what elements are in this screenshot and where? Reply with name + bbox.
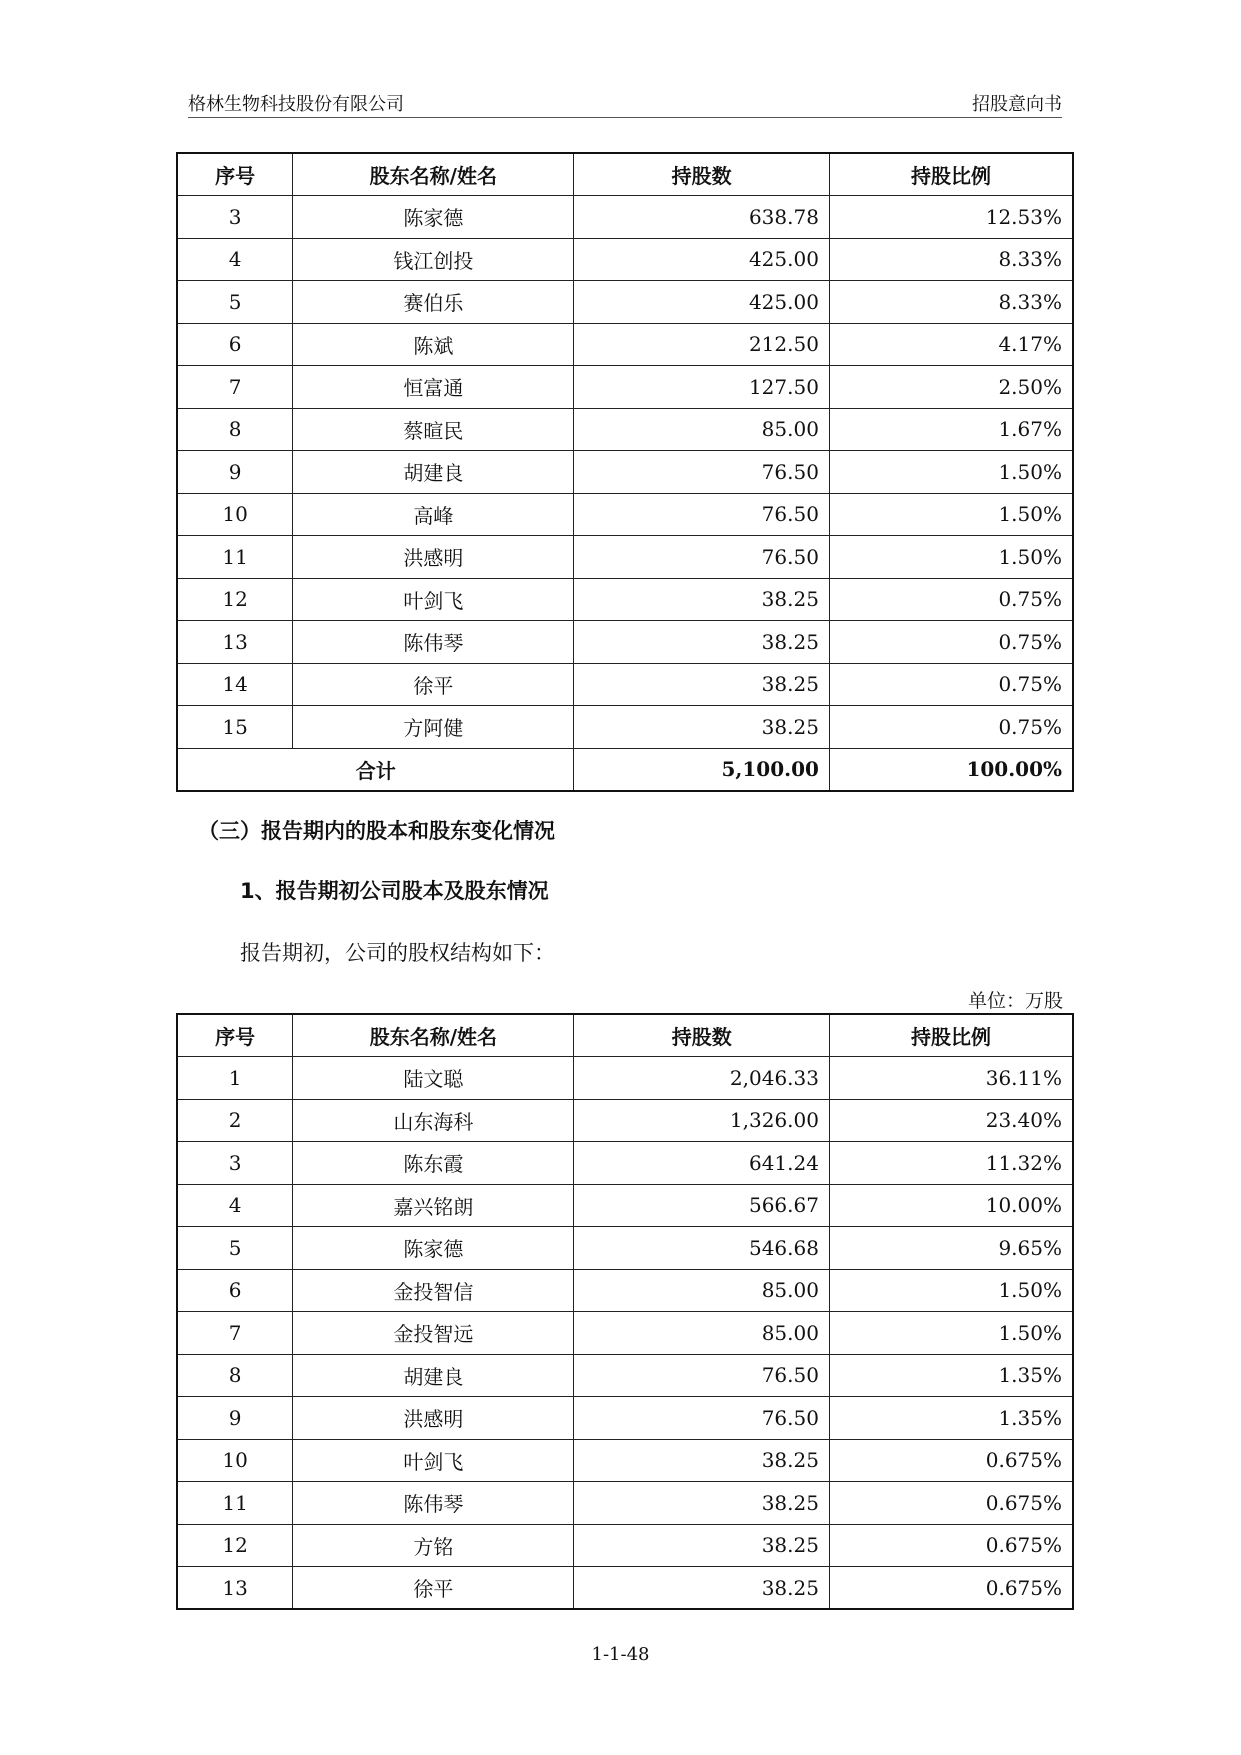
cell-index: 14: [177, 663, 293, 706]
cell-shares: 127.50: [574, 366, 830, 409]
table-row: [177, 663, 1073, 706]
cell-name: 方铭: [293, 1524, 574, 1567]
cell-ratio: 0.75%: [829, 663, 1073, 706]
cell-ratio: 1.67%: [829, 408, 1073, 451]
cell-index: 3: [177, 1142, 293, 1185]
cell-index: 10: [177, 1439, 293, 1482]
cell-name: 叶剑飞: [293, 578, 574, 621]
cell-index: 10: [177, 493, 293, 536]
cell-name: 叶剑飞: [293, 1439, 574, 1482]
table-row: [177, 451, 1073, 494]
table-row: [177, 1482, 1073, 1525]
cell-shares: 76.50: [574, 451, 830, 494]
cell-name: 陆文聪: [293, 1057, 574, 1100]
cell-ratio: 0.675%: [829, 1524, 1073, 1567]
table-row: [177, 706, 1073, 749]
cell-index: 8: [177, 408, 293, 451]
cell-index: 7: [177, 1312, 293, 1355]
cell-index: 4: [177, 238, 293, 281]
cell-index: 5: [177, 281, 293, 324]
cell-name: 洪感明: [293, 1397, 574, 1440]
table-row: [177, 1354, 1073, 1397]
cell-ratio: 1.50%: [829, 536, 1073, 579]
cell-name: 赛伯乐: [293, 281, 574, 324]
cell-shares: 425.00: [574, 238, 830, 281]
cell-shares: 38.25: [574, 1567, 830, 1610]
cell-ratio: 1.50%: [829, 1269, 1073, 1312]
cell-name: 陈伟琴: [293, 621, 574, 664]
cell-shares: 1,326.00: [574, 1099, 830, 1142]
cell-shares: 76.50: [574, 1354, 830, 1397]
column-header-ratio: 持股比例: [829, 153, 1073, 196]
total-label: 合计: [177, 748, 574, 791]
unit-label: 单位：万股: [967, 990, 1063, 1012]
cell-name: 金投智信: [293, 1269, 574, 1312]
cell-shares: 641.24: [574, 1142, 830, 1185]
table-row: [177, 1524, 1073, 1567]
table-row: [177, 578, 1073, 621]
cell-shares: 38.25: [574, 1482, 830, 1525]
cell-ratio: 36.11%: [829, 1057, 1073, 1100]
sub-heading: 1、报告期初公司股本及股东情况: [240, 879, 549, 903]
column-header-index: 序号: [177, 1014, 293, 1057]
cell-ratio: 10.00%: [829, 1184, 1073, 1227]
table-row: [177, 1567, 1073, 1610]
table-row: [177, 1397, 1073, 1440]
cell-index: 11: [177, 536, 293, 579]
cell-name: 洪感明: [293, 536, 574, 579]
cell-shares: 85.00: [574, 408, 830, 451]
cell-name: 陈斌: [293, 323, 574, 366]
table-row: [177, 536, 1073, 579]
cell-index: 12: [177, 1524, 293, 1567]
cell-shares: 85.00: [574, 1312, 830, 1355]
cell-name: 蔡暄民: [293, 408, 574, 451]
page-number: 1-1-48: [591, 1644, 650, 1665]
table-row: [177, 1227, 1073, 1270]
table-row: [177, 1142, 1073, 1185]
table-row: [177, 1099, 1073, 1142]
table-row: [177, 238, 1073, 281]
cell-index: 11: [177, 1482, 293, 1525]
cell-shares: 76.50: [574, 536, 830, 579]
cell-ratio: 8.33%: [829, 238, 1073, 281]
table-row: [177, 366, 1073, 409]
cell-index: 13: [177, 621, 293, 664]
cell-index: 4: [177, 1184, 293, 1227]
cell-ratio: 11.32%: [829, 1142, 1073, 1185]
cell-index: 6: [177, 323, 293, 366]
table-row: [177, 493, 1073, 536]
table-header-row: [177, 153, 1073, 196]
intro-paragraph: 报告期初，公司的股权结构如下：: [240, 941, 555, 965]
cell-name: 陈家德: [293, 1227, 574, 1270]
cell-ratio: 1.35%: [829, 1397, 1073, 1440]
table-row: [177, 1057, 1073, 1100]
table-row: [177, 281, 1073, 324]
cell-ratio: 1.50%: [829, 493, 1073, 536]
cell-shares: 38.25: [574, 1524, 830, 1567]
column-header-shares: 持股数: [574, 153, 830, 196]
cell-shares: 76.50: [574, 1397, 830, 1440]
cell-shares: 38.25: [574, 706, 830, 749]
cell-shares: 566.67: [574, 1184, 830, 1227]
cell-ratio: 0.675%: [829, 1439, 1073, 1482]
cell-index: 9: [177, 451, 293, 494]
cell-shares: 425.00: [574, 281, 830, 324]
cell-name: 徐平: [293, 663, 574, 706]
company-name: 格林生物科技股份有限公司: [188, 94, 404, 115]
cell-shares: 638.78: [574, 196, 830, 239]
table-row: [177, 1312, 1073, 1355]
cell-shares: 76.50: [574, 493, 830, 536]
section-heading: （三）报告期内的股本和股东变化情况: [198, 819, 555, 843]
column-header-ratio: 持股比例: [829, 1014, 1073, 1057]
cell-shares: 546.68: [574, 1227, 830, 1270]
table-row: [177, 323, 1073, 366]
total-row: [177, 748, 1073, 791]
cell-index: 6: [177, 1269, 293, 1312]
column-header-name: 股东名称/姓名: [293, 1014, 574, 1057]
cell-index: 12: [177, 578, 293, 621]
cell-shares: 212.50: [574, 323, 830, 366]
total-shares: 5,100.00: [574, 748, 830, 791]
cell-ratio: 0.675%: [829, 1482, 1073, 1525]
cell-ratio: 12.53%: [829, 196, 1073, 239]
cell-name: 高峰: [293, 493, 574, 536]
column-header-name: 股东名称/姓名: [293, 153, 574, 196]
cell-ratio: 8.33%: [829, 281, 1073, 324]
cell-ratio: 0.675%: [829, 1567, 1073, 1610]
cell-index: 1: [177, 1057, 293, 1100]
cell-ratio: 4.17%: [829, 323, 1073, 366]
cell-ratio: 0.75%: [829, 706, 1073, 749]
cell-name: 胡建良: [293, 451, 574, 494]
cell-name: 陈东霞: [293, 1142, 574, 1185]
cell-index: 2: [177, 1099, 293, 1142]
cell-index: 9: [177, 1397, 293, 1440]
table-header-row: [177, 1014, 1073, 1057]
cell-index: 13: [177, 1567, 293, 1610]
shareholder-table-current: [176, 152, 1074, 792]
cell-name: 钱江创投: [293, 238, 574, 281]
cell-index: 8: [177, 1354, 293, 1397]
total-ratio: 100.00%: [829, 748, 1073, 791]
shareholder-table-initial: [176, 1013, 1074, 1610]
cell-name: 山东海科: [293, 1099, 574, 1142]
cell-name: 方阿健: [293, 706, 574, 749]
page-header: [188, 90, 1062, 118]
cell-ratio: 0.75%: [829, 578, 1073, 621]
cell-index: 15: [177, 706, 293, 749]
table-body: [177, 1057, 1073, 1610]
table-row: [177, 1184, 1073, 1227]
cell-shares: 38.25: [574, 1439, 830, 1482]
cell-ratio: 9.65%: [829, 1227, 1073, 1270]
table-row: [177, 408, 1073, 451]
cell-shares: 38.25: [574, 663, 830, 706]
cell-name: 金投智远: [293, 1312, 574, 1355]
cell-index: 7: [177, 366, 293, 409]
cell-shares: 2,046.33: [574, 1057, 830, 1100]
cell-name: 陈家德: [293, 196, 574, 239]
cell-index: 5: [177, 1227, 293, 1270]
cell-ratio: 1.35%: [829, 1354, 1073, 1397]
cell-name: 徐平: [293, 1567, 574, 1610]
cell-ratio: 2.50%: [829, 366, 1073, 409]
cell-ratio: 0.75%: [829, 621, 1073, 664]
cell-name: 恒富通: [293, 366, 574, 409]
column-header-index: 序号: [177, 153, 293, 196]
cell-ratio: 23.40%: [829, 1099, 1073, 1142]
cell-shares: 38.25: [574, 621, 830, 664]
table-row: [177, 1439, 1073, 1482]
cell-name: 胡建良: [293, 1354, 574, 1397]
cell-shares: 38.25: [574, 578, 830, 621]
column-header-shares: 持股数: [574, 1014, 830, 1057]
table-row: [177, 621, 1073, 664]
cell-ratio: 1.50%: [829, 1312, 1073, 1355]
cell-name: 陈伟琴: [293, 1482, 574, 1525]
cell-shares: 85.00: [574, 1269, 830, 1312]
table-row: [177, 196, 1073, 239]
table-body: [177, 196, 1073, 749]
document-type: 招股意向书: [972, 94, 1062, 115]
cell-ratio: 1.50%: [829, 451, 1073, 494]
table-row: [177, 1269, 1073, 1312]
cell-index: 3: [177, 196, 293, 239]
cell-name: 嘉兴铭朗: [293, 1184, 574, 1227]
